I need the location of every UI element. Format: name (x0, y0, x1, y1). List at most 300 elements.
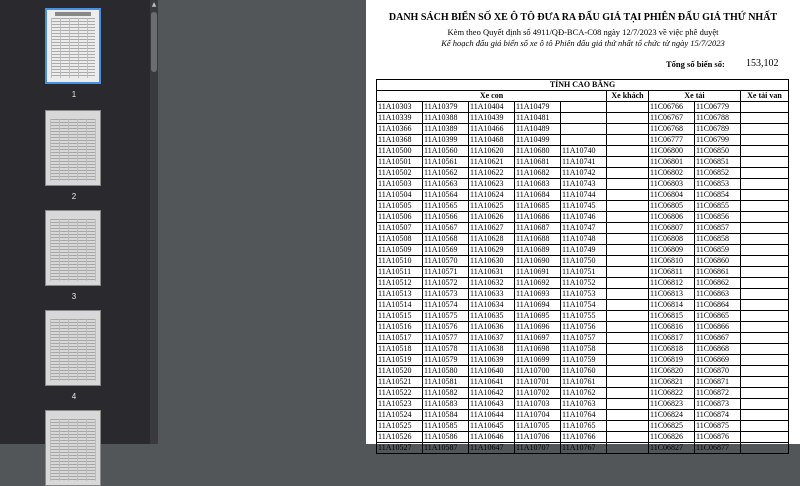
table-row (377, 157, 789, 168)
table-cell: 11A10521 (377, 377, 423, 388)
table-cell: 11C06824 (649, 410, 695, 421)
table-cell: 11C06876 (695, 432, 741, 443)
table-cell (741, 102, 789, 113)
table-cell (607, 432, 649, 443)
thumbnail-image (45, 110, 101, 186)
table-row (377, 245, 789, 256)
table-cell: 11C06850 (695, 146, 741, 157)
table-cell: 11A10641 (469, 377, 515, 388)
table-cell: 11A10379 (423, 102, 469, 113)
table-cell (607, 377, 649, 388)
thumbnail-page-4[interactable] (45, 310, 103, 401)
table-cell: 11C06806 (649, 212, 695, 223)
table-row (377, 355, 789, 366)
table-cell: 11A10481 (515, 113, 561, 124)
table-cell: 11A10687 (515, 223, 561, 234)
table-cell: 11A10698 (515, 344, 561, 355)
table-cell (741, 355, 789, 366)
table-cell: 11C06866 (695, 322, 741, 333)
table-cell: 11A10638 (469, 344, 515, 355)
table-cell: 11A10508 (377, 234, 423, 245)
table-cell: 11A10576 (423, 322, 469, 333)
total-label: Tổng số biển số: (666, 59, 725, 69)
table-cell: 11A10631 (469, 267, 515, 278)
table-cell: 11A10639 (469, 355, 515, 366)
table-cell: 11A10694 (515, 300, 561, 311)
table-row (377, 168, 789, 179)
table-cell: 11A10742 (561, 168, 607, 179)
table-cell: 11A10506 (377, 212, 423, 223)
table-cell: 11C06852 (695, 168, 741, 179)
table-cell: 11C06801 (649, 157, 695, 168)
table-cell: 11A10582 (423, 388, 469, 399)
table-cell: 11A10502 (377, 168, 423, 179)
table-cell: 11C06767 (649, 113, 695, 124)
table-cell: 11A10750 (561, 256, 607, 267)
table-row (377, 443, 789, 454)
table-row (377, 333, 789, 344)
thumbnail-page-1[interactable] (45, 8, 103, 99)
document-subtitle-italic: Kế hoạch đấu giá biển số xe ô tô Phiên đấu giá thứ nhất tổ chức từ ngày 15/7/2023 (441, 38, 725, 48)
table-cell: 11A10388 (423, 113, 469, 124)
table-cell: 11A10510 (377, 256, 423, 267)
table-cell: 11C06854 (695, 190, 741, 201)
table-cell (607, 289, 649, 300)
table-cell (741, 278, 789, 289)
table-cell (741, 322, 789, 333)
table-cell: 11C06816 (649, 322, 695, 333)
table-cell: 11A10504 (377, 190, 423, 201)
table-cell: 11A10507 (377, 223, 423, 234)
thumbnail-sidebar (0, 0, 150, 444)
table-cell (607, 256, 649, 267)
table-cell: 11C06766 (649, 102, 695, 113)
table-cell (741, 432, 789, 443)
table-cell: 11C06800 (649, 146, 695, 157)
total-value: 153,102 (746, 58, 779, 69)
table-cell: 11A10633 (469, 289, 515, 300)
table-row (377, 366, 789, 377)
table-cell: 11C06855 (695, 201, 741, 212)
table-cell: 11A10468 (469, 135, 515, 146)
table-cell: 11A10581 (423, 377, 469, 388)
table-cell: 11A10623 (469, 179, 515, 190)
table-cell: 11A10644 (469, 410, 515, 421)
table-cell: 11C06810 (649, 256, 695, 267)
table-cell (607, 135, 649, 146)
thumbnail-page-3[interactable] (45, 210, 103, 301)
table-cell: 11A10640 (469, 366, 515, 377)
table-cell (607, 410, 649, 421)
table-row (377, 421, 789, 432)
table-cell: 11A10647 (469, 443, 515, 454)
table-cell: 11A10572 (423, 278, 469, 289)
table-cell (741, 245, 789, 256)
table-cell (741, 366, 789, 377)
table-row (377, 179, 789, 190)
table-cell (607, 355, 649, 366)
table-cell: 11A10620 (469, 146, 515, 157)
table-cell: 11A10696 (515, 322, 561, 333)
header-xe-tai-van: Xe tải van (741, 91, 789, 102)
table-cell: 11A10746 (561, 212, 607, 223)
table-cell: 11C06818 (649, 344, 695, 355)
table-cell: 11A10489 (515, 124, 561, 135)
table-cell: 11C06861 (695, 267, 741, 278)
table-cell: 11A10643 (469, 399, 515, 410)
table-cell: 11A10764 (561, 410, 607, 421)
table-cell: 11C06813 (649, 289, 695, 300)
table-cell: 11C06779 (695, 102, 741, 113)
thumbnail-label: 1 (71, 90, 77, 99)
table-cell: 11A10628 (469, 234, 515, 245)
table-cell: 11A10561 (423, 157, 469, 168)
table-cell: 11A10642 (469, 388, 515, 399)
table-cell (607, 388, 649, 399)
table-cell: 11A10586 (423, 432, 469, 443)
table-cell: 11A10501 (377, 157, 423, 168)
table-row (377, 300, 789, 311)
table-cell: 11C06803 (649, 179, 695, 190)
table-row (377, 278, 789, 289)
table-cell: 11A10685 (515, 201, 561, 212)
table-row (377, 432, 789, 443)
table-cell: 11A10684 (515, 190, 561, 201)
table-cell: 11A10569 (423, 245, 469, 256)
table-cell: 11A10564 (423, 190, 469, 201)
table-cell: 11A10740 (561, 146, 607, 157)
table-cell (741, 113, 789, 124)
table-cell: 11A10759 (561, 355, 607, 366)
table-row (377, 124, 789, 135)
table-cell (561, 113, 607, 124)
table-cell: 11C06808 (649, 234, 695, 245)
table-cell: 11A10760 (561, 366, 607, 377)
table-cell: 11C06869 (695, 355, 741, 366)
table-cell (607, 113, 649, 124)
table-cell: 11A10389 (423, 124, 469, 135)
table-cell: 11A10516 (377, 322, 423, 333)
table-cell (607, 124, 649, 135)
document-subtitle: Kèm theo Quyết định số 4911/QĐ-BCA-C08 ngày 12/7/2023 về việc phê duyệt (447, 27, 719, 37)
table-cell: 11A10519 (377, 355, 423, 366)
table-cell: 11A10303 (377, 102, 423, 113)
table-cell: 11C06873 (695, 399, 741, 410)
thumbnail-label: 4 (71, 392, 77, 401)
table-cell: 11A10752 (561, 278, 607, 289)
table-cell: 11A10758 (561, 344, 607, 355)
table-cell (741, 157, 789, 168)
table-cell: 11A10511 (377, 267, 423, 278)
table-cell: 11C06789 (695, 124, 741, 135)
table-cell: 11C06826 (649, 432, 695, 443)
document-viewer[interactable] (158, 0, 800, 452)
table-cell: 11A10690 (515, 256, 561, 267)
sidebar-scrollbar[interactable] (150, 0, 158, 444)
thumbnail-image (45, 210, 101, 286)
table-cell: 11C06872 (695, 388, 741, 399)
table-cell (607, 366, 649, 377)
table-cell: 11A10584 (423, 410, 469, 421)
table-cell: 11A10682 (515, 168, 561, 179)
table-cell: 11A10515 (377, 311, 423, 322)
table-cell: 11C06799 (695, 135, 741, 146)
table-cell: 11C06817 (649, 333, 695, 344)
table-cell: 11C06814 (649, 300, 695, 311)
table-cell: 11A10571 (423, 267, 469, 278)
table-row (377, 289, 789, 300)
table-cell: 11C06864 (695, 300, 741, 311)
table-cell (741, 168, 789, 179)
table-cell: 11A10585 (423, 421, 469, 432)
table-cell: 11A10766 (561, 432, 607, 443)
table-cell: 11C06851 (695, 157, 741, 168)
table-cell: 11A10756 (561, 322, 607, 333)
table-cell: 11A10583 (423, 399, 469, 410)
table-cell (607, 443, 649, 454)
table-cell: 11A10705 (515, 421, 561, 432)
table-cell: 11A10706 (515, 432, 561, 443)
table-row (377, 267, 789, 278)
table-cell: 11A10755 (561, 311, 607, 322)
table-cell (607, 344, 649, 355)
table-cell: 11C06858 (695, 234, 741, 245)
table-row (377, 135, 789, 146)
table-cell: 11A10645 (469, 421, 515, 432)
table-row (377, 311, 789, 322)
document-title: DANH SÁCH BIỂN SỐ XE Ô TÔ ĐƯA RA ĐẤU GIÁ TẠI PHIÊN ĐẤU GIÁ THỨ NHẤT (388, 12, 778, 23)
table-cell: 11C06821 (649, 377, 695, 388)
table-cell (607, 311, 649, 322)
table-cell: 11A10704 (515, 410, 561, 421)
table-cell (741, 223, 789, 234)
table-cell: 11A10629 (469, 245, 515, 256)
table-cell: 11A10635 (469, 311, 515, 322)
table-cell: 11A10565 (423, 201, 469, 212)
table-row (377, 190, 789, 201)
table-cell: 11A10683 (515, 179, 561, 190)
table-cell: 11A10575 (423, 311, 469, 322)
table-cell: 11A10523 (377, 399, 423, 410)
thumbnail-image (45, 410, 101, 486)
table-cell: 11A10697 (515, 333, 561, 344)
table-cell: 11C06862 (695, 278, 741, 289)
table-cell (607, 278, 649, 289)
table-cell: 11A10578 (423, 344, 469, 355)
table-row (377, 223, 789, 234)
table-cell: 11A10522 (377, 388, 423, 399)
thumbnail-label: 3 (71, 292, 77, 301)
table-cell: 11C06802 (649, 168, 695, 179)
table-cell: 11C06812 (649, 278, 695, 289)
table-cell (607, 223, 649, 234)
table-cell: 11A10439 (469, 113, 515, 124)
thumbnail-image (45, 8, 101, 84)
table-cell: 11C06815 (649, 311, 695, 322)
table-cell: 11A10634 (469, 300, 515, 311)
table-row (377, 377, 789, 388)
table-cell: 11C06859 (695, 245, 741, 256)
table-cell (741, 135, 789, 146)
table-cell: 11C06856 (695, 212, 741, 223)
table-cell: 11A10512 (377, 278, 423, 289)
table-cell: 11A10754 (561, 300, 607, 311)
table-cell: 11C06874 (695, 410, 741, 421)
province-header: TỈNH CAO BẰNG (377, 80, 789, 91)
table-cell (741, 146, 789, 157)
table-cell: 11C06857 (695, 223, 741, 234)
table-cell: 11C06868 (695, 344, 741, 355)
header-xe-tai: Xe tải (649, 91, 741, 102)
table-cell: 11A10562 (423, 168, 469, 179)
table-row (377, 113, 789, 124)
table-cell: 11A10707 (515, 443, 561, 454)
table-cell (607, 421, 649, 432)
table-cell: 11A10514 (377, 300, 423, 311)
table-cell: 11C06805 (649, 201, 695, 212)
table-cell (607, 333, 649, 344)
table-cell: 11A10466 (469, 124, 515, 135)
table-cell: 11A10700 (515, 366, 561, 377)
table-cell (607, 146, 649, 157)
table-cell: 11A10526 (377, 432, 423, 443)
table-cell: 11C06819 (649, 355, 695, 366)
table-cell: 11A10509 (377, 245, 423, 256)
table-cell: 11C06860 (695, 256, 741, 267)
table-cell: 11A10503 (377, 179, 423, 190)
table-cell (741, 311, 789, 322)
table-cell (741, 410, 789, 421)
table-cell: 11A10518 (377, 344, 423, 355)
table-cell: 11A10625 (469, 201, 515, 212)
table-cell: 11A10702 (515, 388, 561, 399)
table-row (377, 322, 789, 333)
table-cell (741, 377, 789, 388)
table-cell: 11A10500 (377, 146, 423, 157)
table-cell: 11A10404 (469, 102, 515, 113)
table-cell: 11A10691 (515, 267, 561, 278)
table-cell: 11C06788 (695, 113, 741, 124)
table-cell: 11A10339 (377, 113, 423, 124)
table-cell: 11A10573 (423, 289, 469, 300)
table-cell: 11A10761 (561, 377, 607, 388)
table-cell (741, 212, 789, 223)
table-cell (741, 388, 789, 399)
table-cell: 11A10767 (561, 443, 607, 454)
table-row (377, 399, 789, 410)
table-cell: 11A10520 (377, 366, 423, 377)
table-cell: 11A10695 (515, 311, 561, 322)
table-cell: 11C06865 (695, 311, 741, 322)
table-row (377, 234, 789, 245)
header-xe-khach: Xe khách (607, 91, 649, 102)
table-cell: 11A10701 (515, 377, 561, 388)
scroll-up-arrow-icon[interactable]: ▲ (151, 1, 157, 8)
table-cell (741, 333, 789, 344)
table-cell: 11A10567 (423, 223, 469, 234)
table-cell: 11A10751 (561, 267, 607, 278)
scrollbar-thumb[interactable] (151, 12, 157, 72)
table-cell: 11A10693 (515, 289, 561, 300)
table-cell: 11A10624 (469, 190, 515, 201)
table-cell (741, 399, 789, 410)
table-cell: 11A10524 (377, 410, 423, 421)
table-cell: 11A10513 (377, 289, 423, 300)
table-cell: 11A10689 (515, 245, 561, 256)
table-cell: 11C06827 (649, 443, 695, 454)
table-cell: 11A10366 (377, 124, 423, 135)
table-cell: 11C06822 (649, 388, 695, 399)
table-cell (607, 190, 649, 201)
table-cell: 11A10560 (423, 146, 469, 157)
table-cell: 11A10587 (423, 443, 469, 454)
table-cell: 11A10765 (561, 421, 607, 432)
thumbnail-page-5[interactable] (45, 410, 103, 486)
table-cell: 11A10741 (561, 157, 607, 168)
table-row (377, 146, 789, 157)
table-cell (607, 399, 649, 410)
thumbnail-image (45, 310, 101, 386)
table-cell: 11A10753 (561, 289, 607, 300)
table-cell (607, 245, 649, 256)
table-cell (607, 201, 649, 212)
table-cell: 11A10577 (423, 333, 469, 344)
table-cell: 11A10621 (469, 157, 515, 168)
table-cell: 11A10637 (469, 333, 515, 344)
table-cell: 11A10479 (515, 102, 561, 113)
thumbnail-page-2[interactable] (45, 110, 103, 201)
table-cell: 11A10622 (469, 168, 515, 179)
table-cell: 11A10580 (423, 366, 469, 377)
table-cell: 11C06811 (649, 267, 695, 278)
table-cell: 11C06820 (649, 366, 695, 377)
header-xe-con: Xe con (377, 91, 607, 102)
thumbnail-label: 2 (71, 192, 77, 201)
table-cell: 11A10630 (469, 256, 515, 267)
table-cell (741, 234, 789, 245)
table-cell: 11C06777 (649, 135, 695, 146)
table-cell: 11A10632 (469, 278, 515, 289)
table-cell: 11A10568 (423, 234, 469, 245)
table-cell: 11A10763 (561, 399, 607, 410)
table-cell: 11A10749 (561, 245, 607, 256)
table-cell: 11C06871 (695, 377, 741, 388)
table-cell: 11A10566 (423, 212, 469, 223)
table-cell (741, 344, 789, 355)
table-row (377, 388, 789, 399)
table-cell: 11A10745 (561, 201, 607, 212)
table-cell: 11A10563 (423, 179, 469, 190)
table-cell (607, 322, 649, 333)
table-cell: 11A10743 (561, 179, 607, 190)
table-cell: 11A10626 (469, 212, 515, 223)
table-cell (607, 168, 649, 179)
table-cell (741, 256, 789, 267)
table-cell (561, 102, 607, 113)
table-cell (561, 124, 607, 135)
table-cell (607, 212, 649, 223)
table-cell: 11A10681 (515, 157, 561, 168)
table-row (377, 212, 789, 223)
table-cell (741, 289, 789, 300)
table-cell: 11A10757 (561, 333, 607, 344)
table-cell (741, 421, 789, 432)
table-cell: 11A10527 (377, 443, 423, 454)
table-cell: 11A10505 (377, 201, 423, 212)
table-cell: 11A10636 (469, 322, 515, 333)
table-cell (607, 267, 649, 278)
table-row (377, 344, 789, 355)
